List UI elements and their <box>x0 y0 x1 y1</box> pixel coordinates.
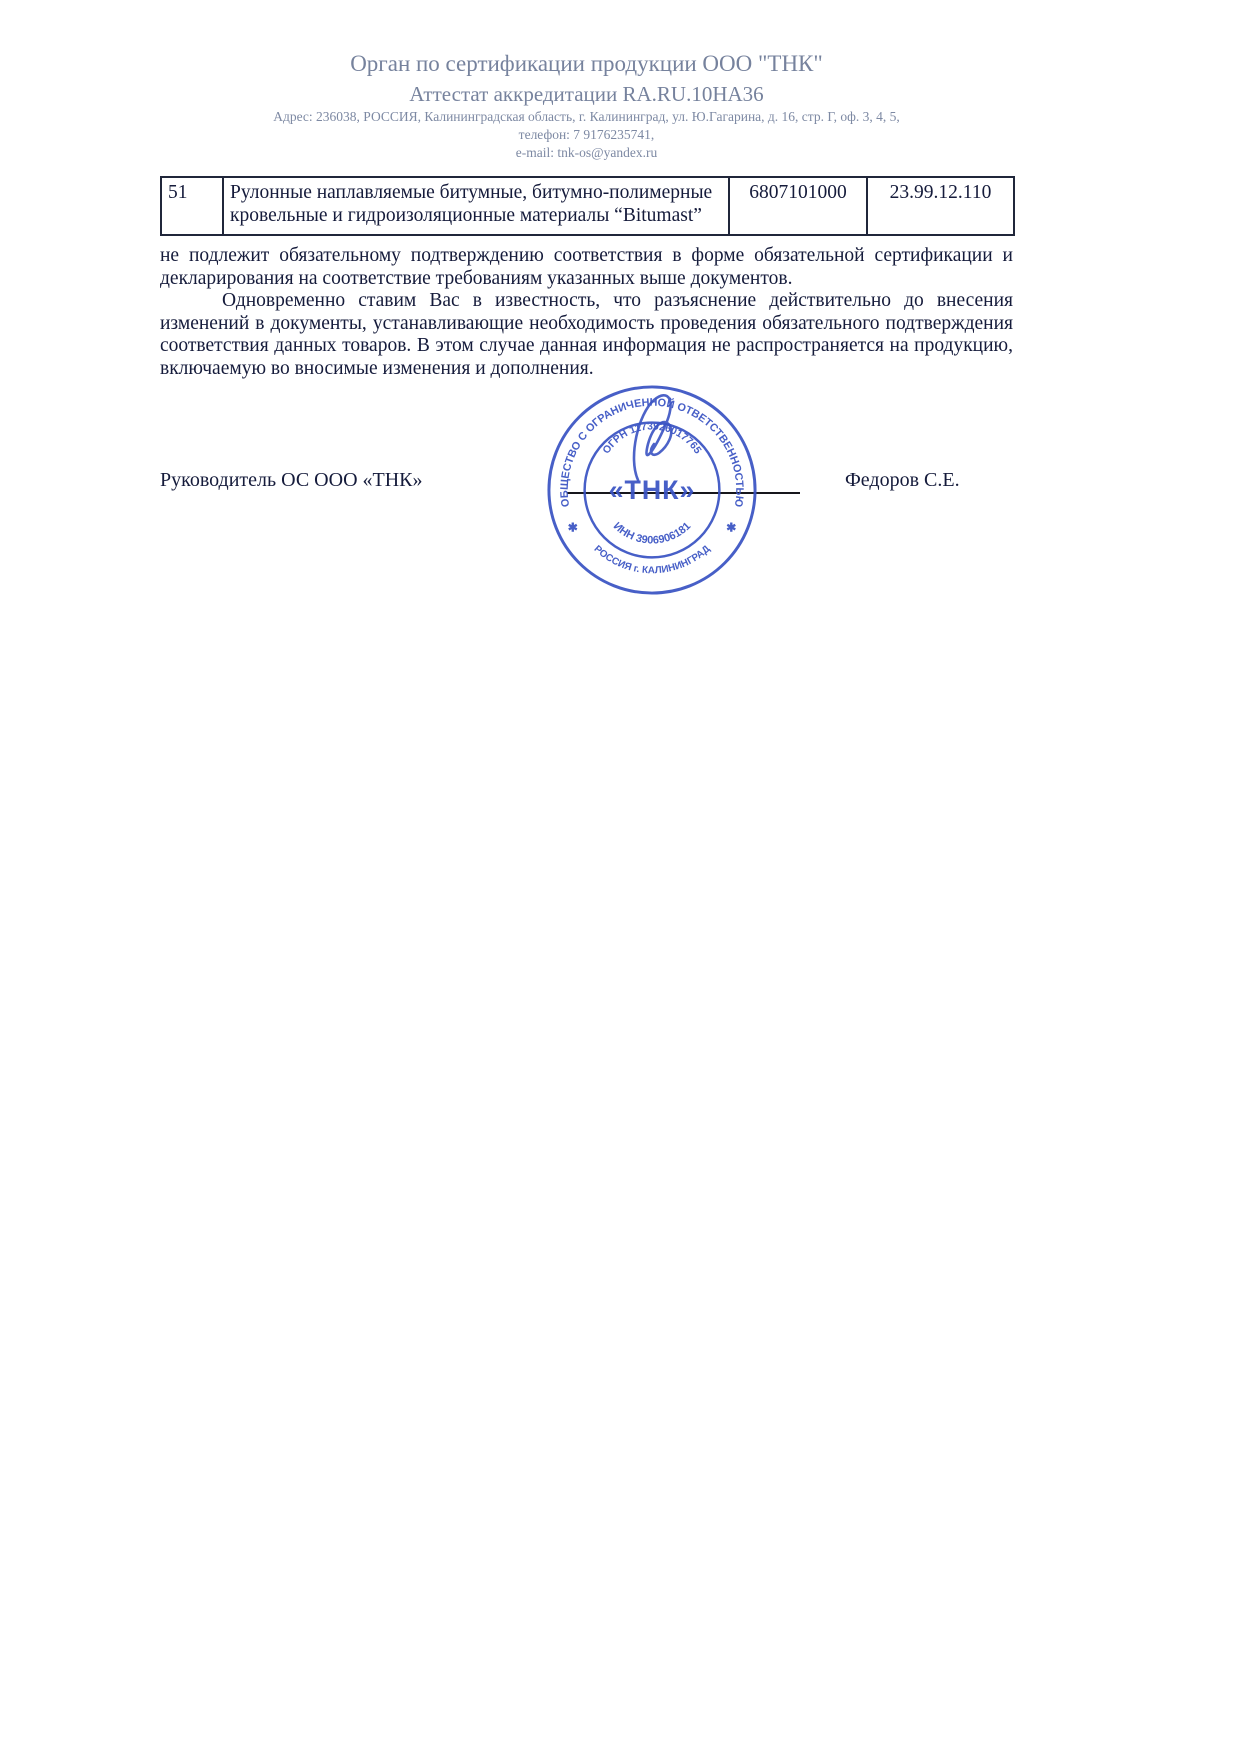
paragraph-conformity: не подлежит обязательному подтверждению соответствия в форме обязательной сертификации и декларирования на соответствие требованиям указанных выше документов. <box>160 245 1013 289</box>
stamp-ogrn-text: ОГРН 1173926017765 <box>601 421 703 457</box>
svg-text:РОССИЯ г. КАЛИНИНГРАД <box>592 544 713 577</box>
document-body <box>160 176 1013 380</box>
email-line: e-mail: tnk-os@yandex.ru <box>515 145 658 160</box>
accreditation-line: Аттестат аккредитации RA.RU.10НА36 <box>409 82 764 106</box>
paragraph-notice: Одновременно ставим Вас в известность, что разъяснение действительно до внесения изменений в документы, устанавливающие необходимость проведения обязательного подтверждения соответствия данных товаров. В этом случае данная информация не распространяется на продукцию, включаемую во вносимые изменения и дополнения. <box>160 290 1013 379</box>
svg-text:ИНН 3906906181 <box>611 520 693 547</box>
body-text <box>160 245 1013 380</box>
stamp-left-star-icon: ✱ <box>567 520 578 535</box>
address-line: Адрес: 236038, РОССИЯ, Калининградская область, г. Калининград, ул. Ю.Гагарина, д. 16, стр. Г, оф. 3, 4, 5, <box>273 109 900 124</box>
cell-tnved-code: 6807101000 <box>729 177 867 235</box>
stamp-inn-text: ИНН 3906906181 <box>610 520 694 547</box>
stamp-right-star-icon: ✱ <box>726 520 737 535</box>
cell-row-number: 51 <box>161 177 223 235</box>
stamp-outer-bottom-text: РОССИЯ г. КАЛИНИНГРАД <box>591 543 713 577</box>
phone-line: телефон: 7 9176235741, <box>518 127 655 142</box>
signatory-title: Руководитель ОС ООО «ТНК» <box>160 469 423 491</box>
handwritten-signature <box>598 386 718 496</box>
signatory-name: Федоров С.Е. <box>845 469 960 491</box>
cell-description: Рулонные наплавляемые битумные, битумно-полимерные кровельные и гидроизоляционные материалы “Bitumast” <box>223 177 729 235</box>
org-name-line: Орган по сертификации продукции ООО "ТНК" <box>350 51 823 76</box>
cell-okpd-code: 23.99.12.110 <box>867 177 1014 235</box>
product-table <box>160 176 1015 236</box>
stamp-center-text: «ТНК» <box>608 474 696 505</box>
table-row <box>161 177 1014 235</box>
stamp-outer-top-text: ОБЩЕСТВО С ОГРАНИЧЕННОЙ ОТВЕТСТВЕННОСТЬЮ <box>558 396 746 508</box>
letterhead <box>0 0 1207 161</box>
